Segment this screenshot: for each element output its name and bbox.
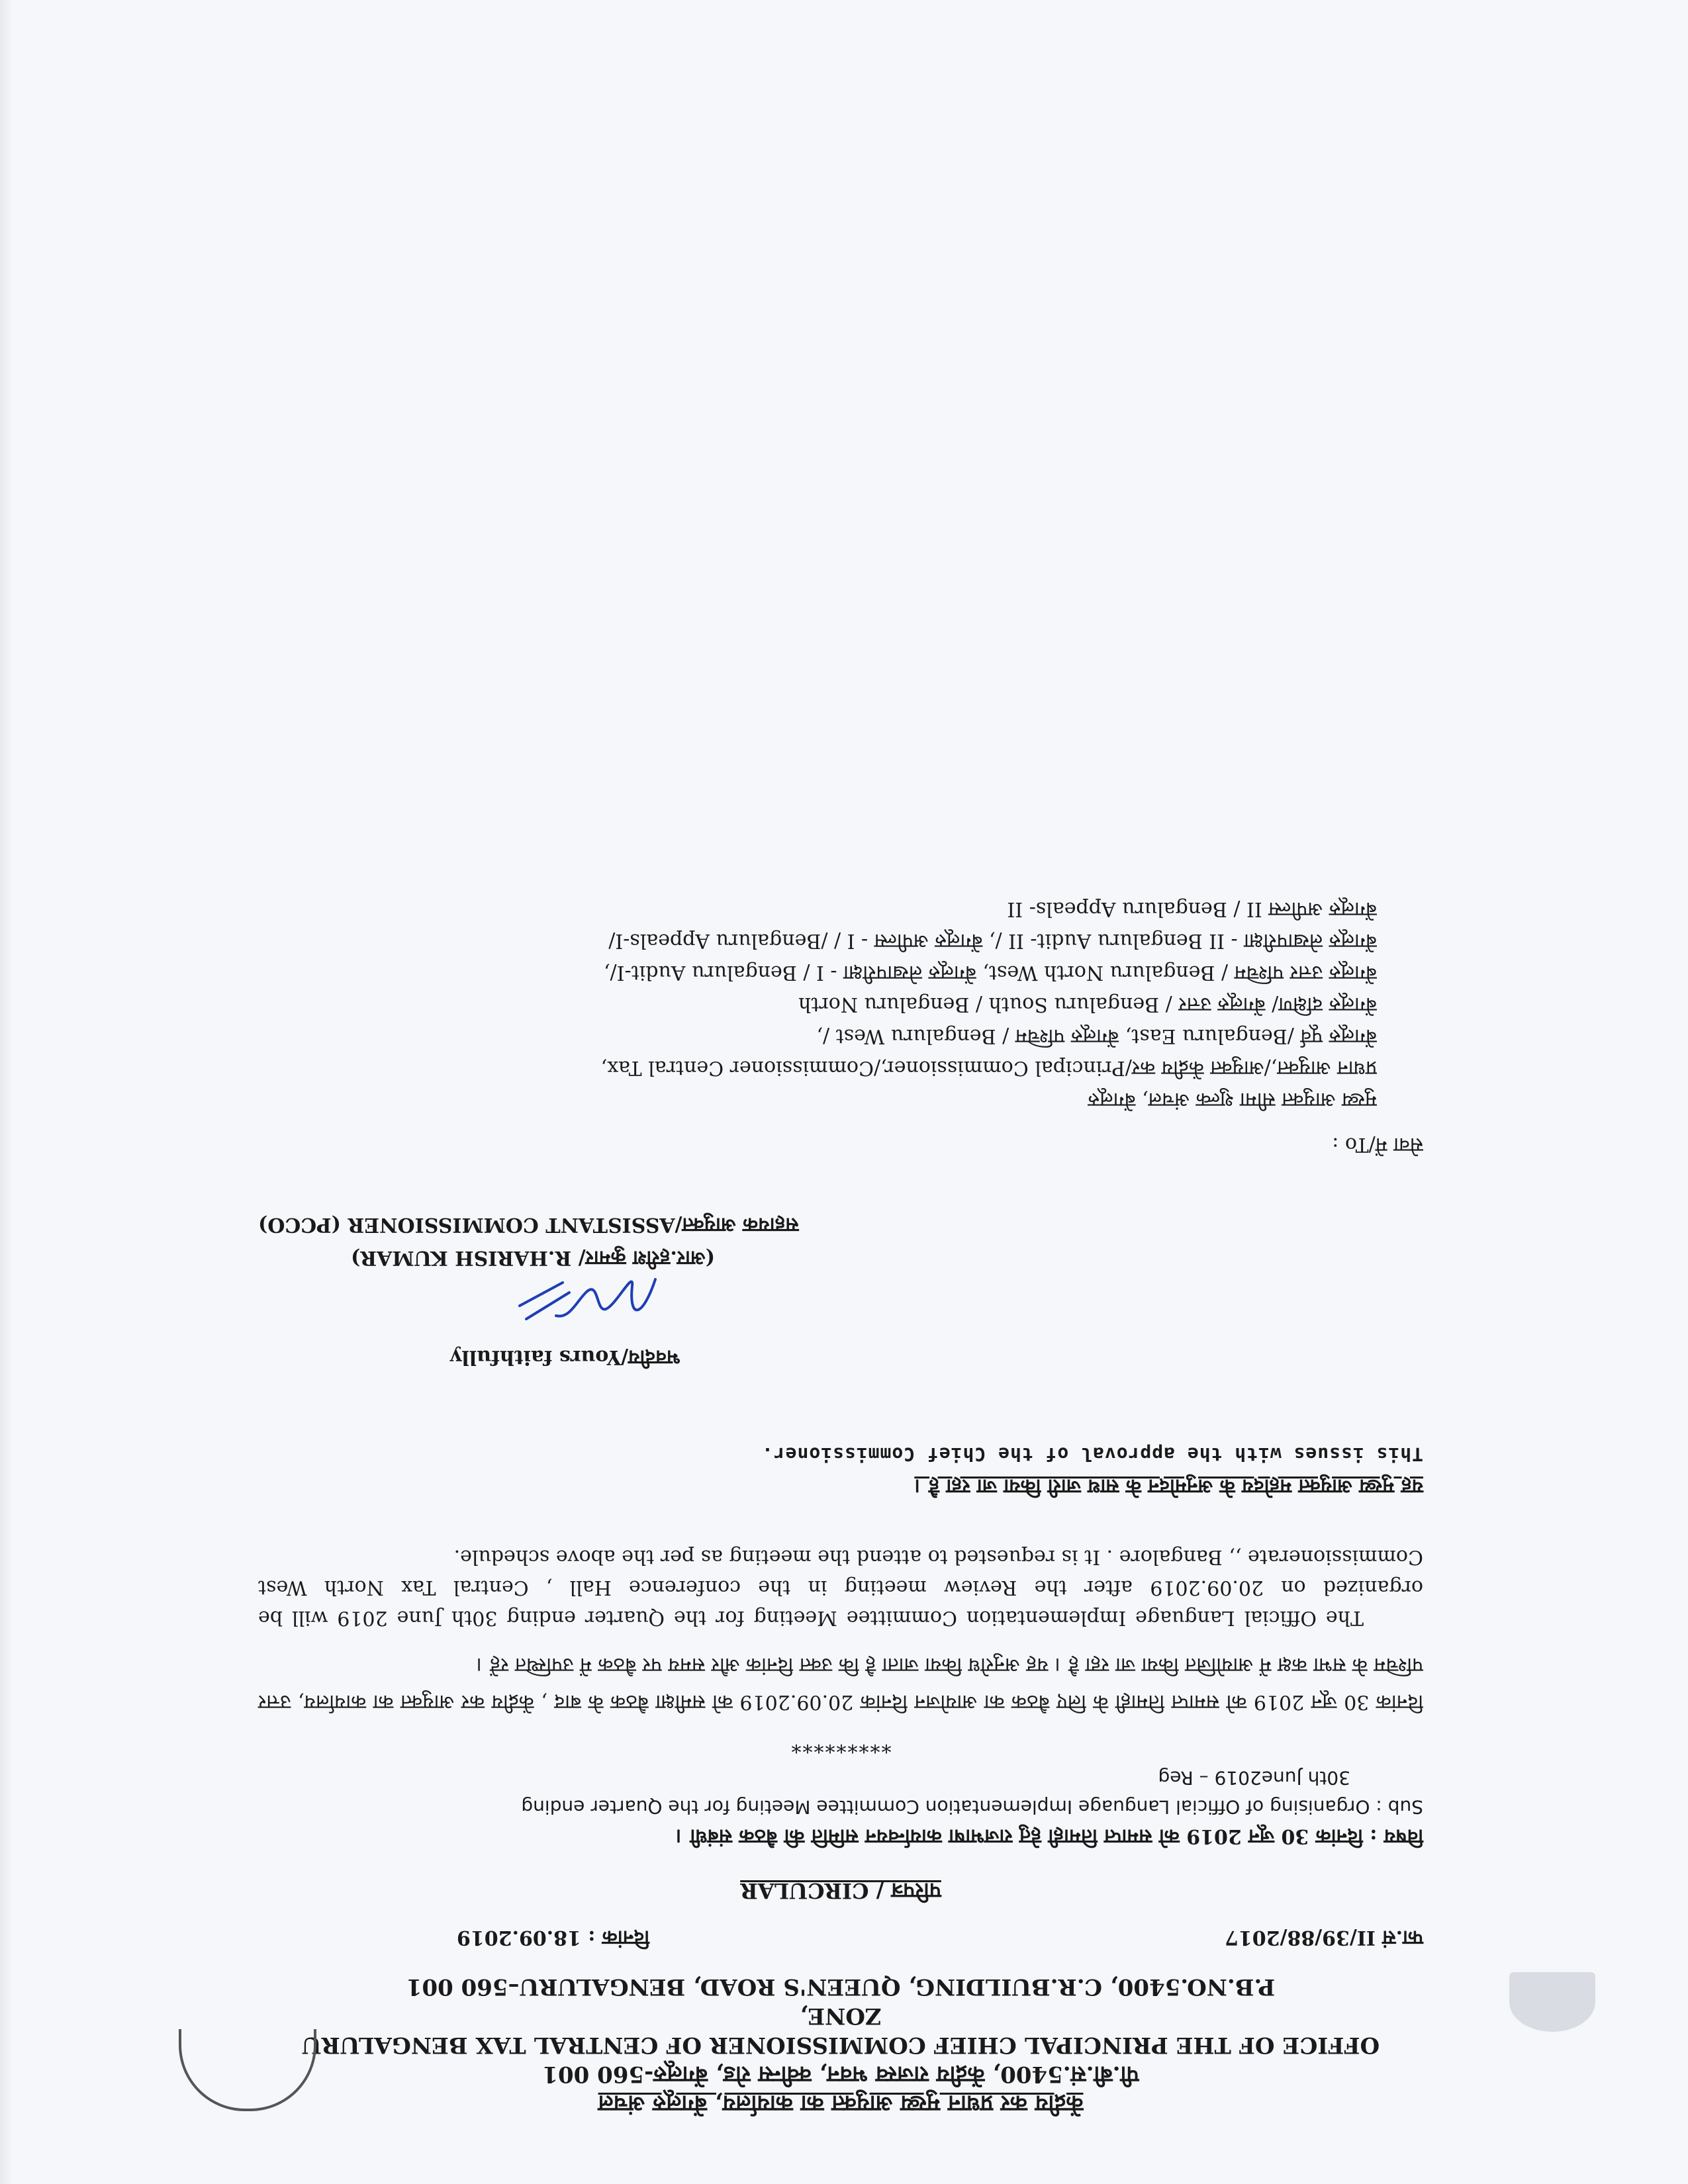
approval-hindi: यह मुख्य आयुक्त महोदय के अनुमोदन के साथ जारी किया जा रहा है । (914, 1475, 1423, 1498)
subject-english: Sub : Organising of Official Language Implementation Committee Meeting for the Quarter ending (521, 1796, 1423, 1818)
addressee-line: बेंगलूरु उत्तर पश्चिम / Bengaluru North West, बेंगलूरु लेखापरीक्षा - I / Bengaluru Audit-I/, (604, 961, 1377, 984)
signature-block (258, 1173, 1423, 1372)
addressee-line: बेंगलूरु पूर्व /Bengaluru East, बेंगलूरु पश्चिम / Bengaluru West /, (816, 1024, 1377, 1048)
signatory-name: (आर.हरीश कुमार/ R.HARISH KUMAR) (351, 1246, 715, 1269)
file-number: फा.सं II/39/88/2017 (1225, 1926, 1423, 1949)
letterhead (258, 1972, 1423, 2118)
paragraph-english: The Official Language Implementation Committee Meeting for the Quarter ending 30th June 2019 will be organized on 20.09.2019 after the Review meeting in the conference Hall , Central Tax North West Commissionerate ,, Bangalore . It is requested to attend the meeting as per the above schedule. (258, 1545, 1423, 1629)
approval-english: This issues with the approval of the Chief Commissioner. (761, 1443, 1423, 1465)
separator: ********* (790, 1733, 892, 1756)
addressee-line: बेंगलूरु दक्षिण/ बेंगलूरु उत्तर / Bengaluru South / Bengaluru North (798, 993, 1377, 1016)
approval-note (258, 1438, 1423, 1502)
addressee-to: सेवा में/To : (1332, 1133, 1423, 1156)
signatory-designation: सहायक आयुक्त/ASSISTANT COMMISSIONER (PCCO) (258, 1213, 799, 1236)
circular-title: परिपत्र / CIRCULAR (740, 1878, 941, 1903)
issue-date: दिनांक : 18.09.2019 (457, 1926, 650, 1949)
document-body (258, 893, 1423, 2124)
scan-edge (0, 0, 13, 2184)
subject-block (258, 1763, 1423, 1850)
letterhead-hindi-office: केंद्रीय कर प्रधान मुख्य आयुक्त का कार्यालय, बेंगलूरु अंचल (598, 2090, 1084, 2116)
reference-row (258, 1925, 1423, 1952)
subject-hindi: विषय : दिनांक 30 जून 2019 को समाप्त तिमाही हेतु राजभाषा कार्यान्वयन समिति की बैठक संबंधी । (675, 1825, 1423, 1848)
paragraph-hindi: दिनांक 30 जून 2019 को समाप्त तिमाही के लिए बैठक का आयोजन दिनांक 20.09.2019 को समीक्षा बैठक के बाद , केंद्रीय कर आयुक्त का कार्यालय, उत्तर पश्चिम के सभा कक्ष में आयोजित किया जा रहा है । यह अनुरोध किया जाता है कि उक्त दिनांक और समय पर बैठक में उपस्थित रहें । (258, 1653, 1423, 1713)
letterhead-english-office: OFFICE OF THE PRINCIPAL CHIEF COMMISSIONER OF CENTRAL TAX BENGALURU ZONE, (301, 2003, 1380, 2058)
addressees (258, 893, 1423, 1160)
addressee-line: मुख्य आयुक्त सीमा शुल्क अंचल, बेंगलूरु (1088, 1088, 1377, 1111)
letterhead-hindi-address: पी.बी.सं.5400, केंद्रीय राजस्व भवन, क्वीन्स रोड, बेंगलूरु-560 001 (542, 2061, 1139, 2087)
subject-english-cont: 30th June2019 – Reg (1158, 1767, 1350, 1789)
addressee-line: प्रधान आयुक्त,/आयुक्त केंद्रीय कर/Principal Commissioner,/Commissioner Central Tax, (600, 1056, 1377, 1079)
letterhead-english-address: P.B.NO.5400, C.R.BUILDING, QUEEN'S ROAD, BENGALURU–560 001 (406, 1974, 1276, 2000)
closing-salutation: भवदीय/Yours faithfully (450, 1345, 680, 1369)
addressee-line: बेंगलूरु अपील्स II / Bengaluru Appeals- II (1007, 897, 1377, 921)
logo-icon (1509, 1972, 1595, 2032)
addressee-line: बेंगलूरु लेखापरीक्षा - II Bengaluru Audit- II /, बेंगलूरु अपील्स - I / /Bengaluru Appeals-I/ (608, 929, 1377, 952)
